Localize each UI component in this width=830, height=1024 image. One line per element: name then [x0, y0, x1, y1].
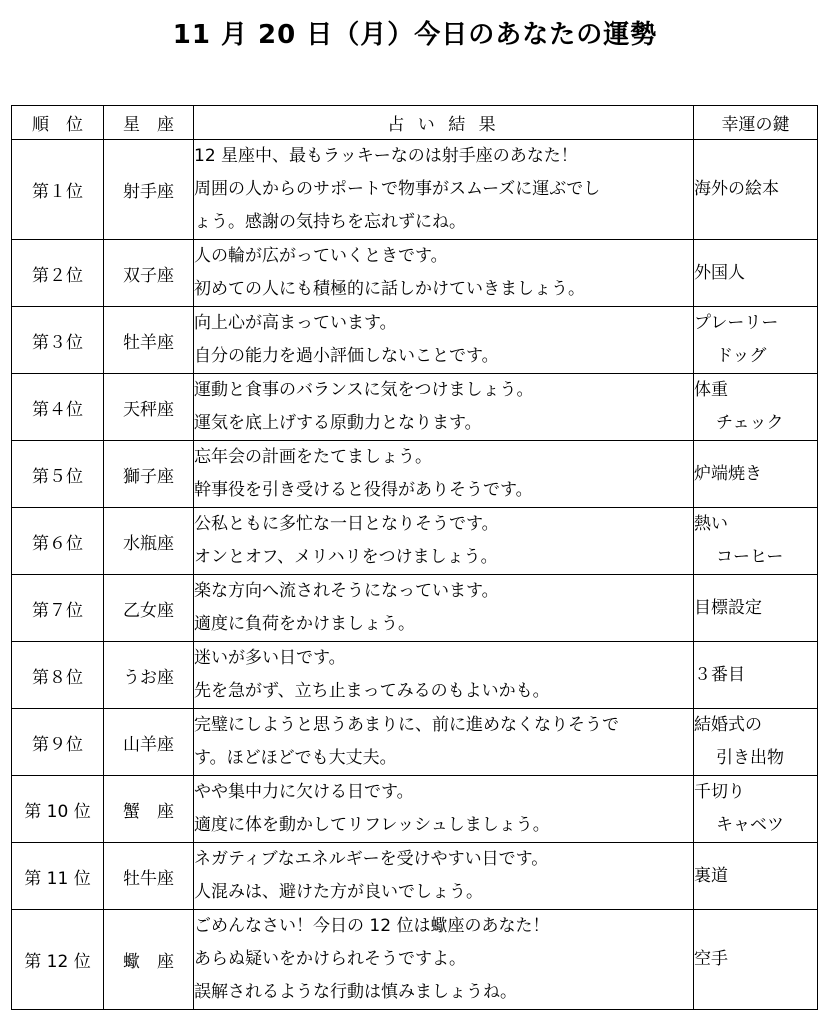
lucky-key-line: チェック: [716, 413, 784, 433]
lucky-key-line: コーヒー: [716, 547, 784, 567]
rank-cell: 第２位: [12, 240, 104, 307]
result-line: す。ほどほどでも大丈夫。: [194, 748, 397, 768]
result-line: 楽な方向へ流されそうになっています。: [194, 581, 499, 601]
rank-cell: 第 12 位: [12, 910, 104, 1010]
lucky-key-line: 海外の絵本: [694, 179, 779, 199]
lucky-key-cell: [694, 843, 818, 910]
lucky-key-line: 結婚式の: [694, 715, 762, 735]
result-cell: [194, 843, 694, 910]
sign-cell: 牡牛座: [104, 843, 194, 910]
header-key: 幸運の鍵: [694, 106, 818, 140]
table-row: [12, 140, 818, 240]
rank-cell: 第９位: [12, 709, 104, 776]
lucky-key-cell: [694, 709, 818, 776]
lucky-key-cell: [694, 441, 818, 508]
rank-cell: 第 11 位: [12, 843, 104, 910]
lucky-key-line: 炉端焼き: [694, 463, 762, 484]
lucky-key-cell: [694, 240, 818, 307]
header-rank: 順 位: [12, 106, 104, 140]
lucky-key-cell: [694, 508, 818, 575]
lucky-key-line: 体重: [694, 380, 728, 400]
result-cell: [194, 240, 694, 307]
result-line: 迷いが多い日です。: [194, 648, 346, 668]
sign-cell: うお座: [104, 642, 194, 709]
lucky-key-line: プレーリー: [694, 313, 779, 333]
sign-cell: 山羊座: [104, 709, 194, 776]
lucky-key-line: 裏道: [694, 865, 728, 886]
table-row: [12, 441, 818, 508]
fortune-table: [11, 105, 818, 1010]
header-result: 占 い 結 果: [194, 106, 694, 140]
table-row: [12, 307, 818, 374]
lucky-key-line: 目標設定: [694, 597, 762, 618]
sign-cell: 蟹 座: [104, 776, 194, 843]
result-line: オンとオフ、メリハリをつけましょう。: [194, 547, 498, 567]
header-sign: 星 座: [104, 106, 194, 140]
lucky-key-line: 熱い: [694, 514, 728, 534]
sign-cell: 獅子座: [104, 441, 194, 508]
table-row: [12, 776, 818, 843]
lucky-key-cell: [694, 140, 818, 240]
lucky-key-line: 引き出物: [716, 748, 784, 768]
result-line: ネガティブなエネルギーを受けやすい日です。: [194, 849, 549, 869]
table-row: [12, 910, 818, 1010]
lucky-key-line: 外国人: [694, 262, 745, 283]
sign-cell: 蠍 座: [104, 910, 194, 1010]
table-row: [12, 575, 818, 642]
lucky-key-line: 千切り: [694, 782, 745, 802]
result-line: 幹事役を引き受けると役得がありそうです。: [194, 480, 533, 500]
sign-cell: 射手座: [104, 140, 194, 240]
result-cell: [194, 642, 694, 709]
sign-cell: 乙女座: [104, 575, 194, 642]
rank-cell: 第７位: [12, 575, 104, 642]
result-line: あらぬ疑いをかけられそうですよ。: [194, 949, 466, 969]
lucky-key-line: ３番目: [694, 664, 745, 685]
table-row: [12, 240, 818, 307]
result-line: 向上心が高まっています。: [194, 313, 397, 333]
result-line: 誤解されるような行動は慎みましょうね。: [194, 982, 517, 1002]
result-cell: [194, 709, 694, 776]
lucky-key-cell: [694, 642, 818, 709]
lucky-key-cell: [694, 910, 818, 1010]
fortune-body: [12, 140, 818, 1010]
result-line: ごめんなさい！今日の 12 位は蠍座のあなた！: [194, 916, 550, 936]
table-row: [12, 508, 818, 575]
result-line: 先を急がず、立ち止まってみるのもよいかも。: [194, 681, 550, 701]
result-line: 12 星座中、最もラッキーなのは射手座のあなた！: [194, 146, 578, 166]
result-line: 人混みは、避けた方が良いでしょう。: [194, 882, 483, 902]
lucky-key-cell: [694, 575, 818, 642]
result-cell: [194, 441, 694, 508]
rank-cell: 第６位: [12, 508, 104, 575]
result-cell: [194, 910, 694, 1010]
sign-cell: 天秤座: [104, 374, 194, 441]
sign-cell: 牡羊座: [104, 307, 194, 374]
lucky-key-cell: [694, 307, 818, 374]
result-line: 運気を底上げする原動力となります。: [194, 413, 482, 433]
table-row: [12, 374, 818, 441]
result-cell: [194, 508, 694, 575]
rank-cell: 第８位: [12, 642, 104, 709]
table-row: [12, 843, 818, 910]
rank-cell: 第５位: [12, 441, 104, 508]
result-line: 周囲の人からのサポートで物事がスムーズに運ぶでし: [194, 179, 601, 199]
result-line: 運動と食事のバランスに気をつけましょう。: [194, 380, 534, 400]
result-line: やや集中力に欠ける日です。: [194, 782, 414, 802]
header-row: [12, 106, 818, 140]
table-row: [12, 709, 818, 776]
lucky-key-line: 空手: [694, 949, 728, 969]
result-line: 忘年会の計画をたてましょう。: [194, 447, 432, 467]
result-line: 自分の能力を過小評価しないことです。: [194, 346, 499, 366]
result-line: 公私ともに多忙な一日となりそうです。: [194, 514, 499, 534]
result-line: 初めての人にも積極的に話しかけていきましょう。: [194, 279, 585, 299]
rank-cell: 第３位: [12, 307, 104, 374]
page-title: 11 月 20 日（月）今日のあなたの運勢: [172, 20, 658, 50]
sign-cell: 水瓶座: [104, 508, 194, 575]
result-line: 適度に体を動かしてリフレッシュしましょう。: [194, 815, 550, 835]
result-line: 人の輪が広がっていくときです。: [194, 246, 448, 266]
lucky-key-line: キャベツ: [716, 815, 784, 835]
rank-cell: 第１位: [12, 140, 104, 240]
lucky-key-cell: [694, 776, 818, 843]
result-cell: [194, 575, 694, 642]
result-line: 適度に負荷をかけましょう。: [194, 614, 415, 634]
rank-cell: 第 10 位: [12, 776, 104, 843]
table-row: [12, 642, 818, 709]
result-cell: [194, 307, 694, 374]
rank-cell: 第４位: [12, 374, 104, 441]
result-cell: [194, 374, 694, 441]
result-line: ょう。感謝の気持ちを忘れずにね。: [194, 212, 466, 232]
result-cell: [194, 776, 694, 843]
lucky-key-cell: [694, 374, 818, 441]
lucky-key-line: ドッグ: [716, 346, 767, 366]
result-cell: [194, 140, 694, 240]
sign-cell: 双子座: [104, 240, 194, 307]
result-line: 完璧にしようと思うあまりに、前に進めなくなりそうで: [194, 715, 619, 735]
